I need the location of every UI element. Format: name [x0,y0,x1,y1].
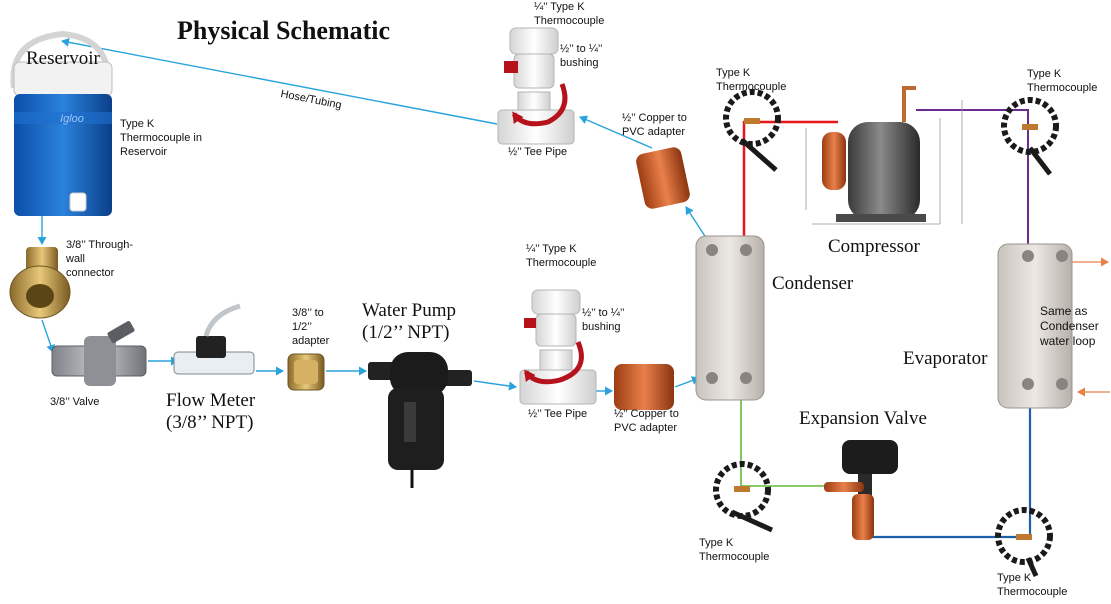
water-pump-label: Water Pump (1/2’’ NPT) [362,300,456,343]
top-thermocouple-label: ¼’’ Type K Thermocouple [534,1,605,27]
same-as-condenser-label: Same as Condenser water loop [1040,304,1099,348]
adapter-38-label: 3/8’’ to 1/2’’ adapter [292,307,330,347]
top-copper-body [635,146,692,210]
pump-to-tee-line [474,381,516,387]
adapter-38-nut [294,360,318,384]
clamp-probe-evap [1022,124,1038,130]
top-copper-adapter [635,146,692,210]
hose-tubing-label: Hose/Tubing [279,87,343,112]
top-bushing-flag [504,61,518,73]
expansion-valve-unit [824,440,898,540]
top-tee-label: ½’’ Tee Pipe [508,146,568,158]
mid-tee-label: ½’’ Tee Pipe [528,408,588,420]
pump-label-strip [404,402,416,442]
evaporator-port-bl [1022,378,1034,390]
clamp-wire-evap [1030,148,1050,174]
compressor-label: Compressor [828,236,920,257]
top-tee-run [498,110,574,144]
exp-valve-body [852,494,874,540]
adapter-to-condenser-line [675,378,699,387]
exp-valve-coil [842,440,898,474]
connector-to-valve-line [42,320,53,352]
condenser-label: Condenser [772,273,854,294]
mid-bushing-flag [524,318,536,328]
cooler-spout [70,193,86,211]
clamp-probe-cond [744,118,760,124]
reservoir-thermocouple-label: Type K Thermocouple in Reservoir [120,118,202,158]
mid-bushing-label: ½’’ to ¼’’ bushing [582,307,625,333]
mid-thermocouple-cap [532,290,580,314]
compressor-unit [806,88,962,224]
connector-bore [26,284,54,308]
mid-thermocouple-label: ¼’’ Type K Thermocouple [526,243,597,269]
valve-label: 3/8’’ Valve [50,396,100,408]
evaporator-port-br [1056,378,1068,390]
top-thermocouple-cap [510,28,558,54]
compressor-accumulator [822,132,846,190]
mid-tee-stem [540,350,572,372]
page-title: Physical Schematic [177,16,391,45]
water-pump [368,352,472,488]
valve-38 [52,320,146,386]
adapter-38-12 [288,354,324,390]
condenser-port-br [740,372,752,384]
condenser-plate [696,236,764,400]
top-adapter-label: ½’’ Copper to PVC adapter [622,112,687,138]
top-bushing-label: ½’’ to ¼’’ bushing [560,43,603,69]
thermocouple-clamp-cond [726,92,778,170]
clamp-wire-exp [732,512,772,530]
condenser-thermocouple-label: Type K Thermocouple [716,67,787,93]
hose-line [62,41,497,124]
evaporator-port-tl [1022,250,1034,262]
mid-copper-adapter [614,364,674,410]
evaporator-label: Evaporator [903,348,988,369]
flow-meter-cable [206,306,240,336]
mid-bushing [536,314,576,346]
evaporator-thermocouple-label: Type K Thermocouple [1027,68,1098,94]
flow-meter-label: Flow Meter (3/8’’ NPT) [166,390,256,433]
condenser-port-bl [706,372,718,384]
through-wall-connector [10,247,70,318]
top-bushing [514,54,554,88]
suction-line [916,110,1028,246]
mid-adapter-label: ½’’ Copper to PVC adapter [614,408,679,434]
cooler-brand-text: Igloo [60,113,84,125]
condenser-port-tr [740,244,752,256]
flow-meter-sensor [196,336,226,358]
valve-lever [107,320,136,343]
thermocouple-clamp-exp [716,464,772,530]
bottom-thermocouple-label: Type K Thermocouple [997,572,1068,598]
clamp-probe-bottom [1016,534,1032,540]
mid-copper-body [614,364,674,410]
compressor-base [836,214,926,222]
clamp-probe-exp [734,486,750,492]
condenser-unit [696,236,764,400]
reservoir-label: Reservoir [26,48,100,69]
expansion-valve-label: Expansion Valve [799,408,927,429]
evaporator-port-tr [1056,250,1068,262]
valve-center [84,336,116,386]
through-wall-label: 3/8’’ Through- wall connector [66,239,134,279]
thermocouple-clamp-bottom [998,510,1050,576]
expansion-thermocouple-label: Type K Thermocouple [699,537,770,563]
condenser-port-tl [706,244,718,256]
compressor-discharge-pipe [904,88,916,122]
flow-meter [174,306,254,374]
exp-valve-inlet [824,482,864,492]
thermocouple-clamp-evap [1004,100,1056,174]
compressor-shell [848,122,920,220]
